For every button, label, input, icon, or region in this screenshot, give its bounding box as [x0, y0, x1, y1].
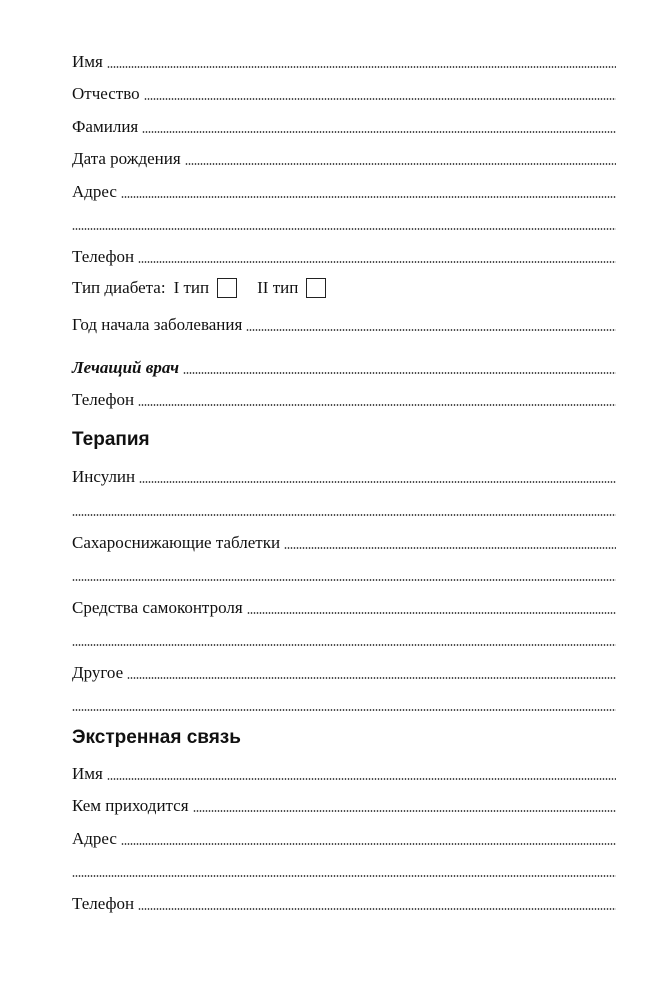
- onset-year-line[interactable]: [246, 329, 616, 331]
- emergency-address-line[interactable]: [121, 843, 616, 845]
- address-field[interactable]: [72, 178, 616, 202]
- type2-label: II тип: [257, 278, 299, 297]
- doctor-label: Лечащий врач: [72, 358, 180, 377]
- other-field[interactable]: [72, 659, 616, 683]
- onset-year-label: Год начала заболевания: [72, 315, 243, 334]
- emergency-address-continuation-line[interactable]: [72, 875, 616, 877]
- insulin-continuation-field[interactable]: [72, 496, 616, 520]
- type1-checkbox[interactable]: [217, 278, 237, 298]
- tablets-line[interactable]: [284, 547, 616, 549]
- tablets-continuation-field[interactable]: [72, 561, 616, 585]
- insulin-continuation-line[interactable]: [72, 514, 616, 516]
- emergency-heading: Экстренная связь: [72, 727, 241, 748]
- address-continuation-field[interactable]: [72, 210, 616, 234]
- address-line[interactable]: [121, 196, 616, 198]
- last-name-field[interactable]: [72, 113, 616, 137]
- first-name-label: Имя: [72, 52, 103, 71]
- emergency-address-continuation-field[interactable]: [72, 857, 616, 881]
- self-control-continuation-line[interactable]: [72, 644, 616, 646]
- doctor-phone-field[interactable]: [72, 386, 616, 410]
- self-control-continuation-field[interactable]: [72, 626, 616, 650]
- other-line[interactable]: [127, 677, 616, 679]
- emergency-relation-field[interactable]: [72, 792, 616, 816]
- insulin-label: Инсулин: [72, 467, 136, 486]
- patronymic-field[interactable]: [72, 80, 616, 104]
- onset-year-field[interactable]: [72, 311, 616, 335]
- diabetes-type-field: [72, 276, 616, 300]
- self-control-line[interactable]: [247, 612, 616, 614]
- doctor-line[interactable]: [183, 372, 616, 374]
- emergency-address-label: Адрес: [72, 829, 117, 848]
- emergency-phone-field[interactable]: [72, 890, 616, 914]
- phone-field[interactable]: [72, 243, 616, 267]
- emergency-phone-line[interactable]: [138, 908, 616, 910]
- patronymic-line[interactable]: [144, 98, 616, 100]
- doctor-field[interactable]: [72, 354, 616, 378]
- type1-label: I тип: [173, 278, 210, 297]
- birth-date-label: Дата рождения: [72, 149, 181, 168]
- emergency-name-line[interactable]: [107, 778, 616, 780]
- other-label: Другое: [72, 663, 124, 682]
- address-label: Адрес: [72, 182, 117, 201]
- type2-checkbox[interactable]: [306, 278, 326, 298]
- last-name-label: Фамилия: [72, 117, 139, 136]
- last-name-line[interactable]: [142, 131, 616, 133]
- tablets-field[interactable]: [72, 529, 616, 553]
- other-continuation-line[interactable]: [72, 709, 616, 711]
- doctor-phone-label: Телефон: [72, 390, 135, 409]
- phone-label: Телефон: [72, 247, 135, 266]
- therapy-heading: Терапия: [72, 429, 150, 450]
- emergency-address-field[interactable]: [72, 825, 616, 849]
- tablets-continuation-line[interactable]: [72, 579, 616, 581]
- tablets-label: Сахароснижающие таблетки: [72, 533, 281, 552]
- emergency-name-label: Имя: [72, 764, 103, 783]
- diabetes-type-label: Тип диабета:: [72, 278, 166, 297]
- doctor-phone-line[interactable]: [138, 404, 616, 406]
- emergency-relation-line[interactable]: [193, 810, 616, 812]
- birth-date-field[interactable]: [72, 145, 616, 169]
- first-name-line[interactable]: [107, 66, 616, 68]
- emergency-name-field[interactable]: [72, 760, 616, 784]
- address-continuation-line[interactable]: [72, 228, 616, 230]
- emergency-relation-label: Кем приходится: [72, 796, 189, 815]
- other-continuation-field[interactable]: [72, 691, 616, 715]
- insulin-line[interactable]: [139, 481, 616, 483]
- self-control-label: Средства самоконтроля: [72, 598, 243, 617]
- birth-date-line[interactable]: [185, 163, 616, 165]
- first-name-field[interactable]: [72, 48, 616, 72]
- emergency-phone-label: Телефон: [72, 894, 135, 913]
- patronymic-label: Отчество: [72, 84, 140, 103]
- self-control-field[interactable]: [72, 594, 616, 618]
- phone-line[interactable]: [138, 261, 616, 263]
- insulin-field[interactable]: [72, 463, 616, 487]
